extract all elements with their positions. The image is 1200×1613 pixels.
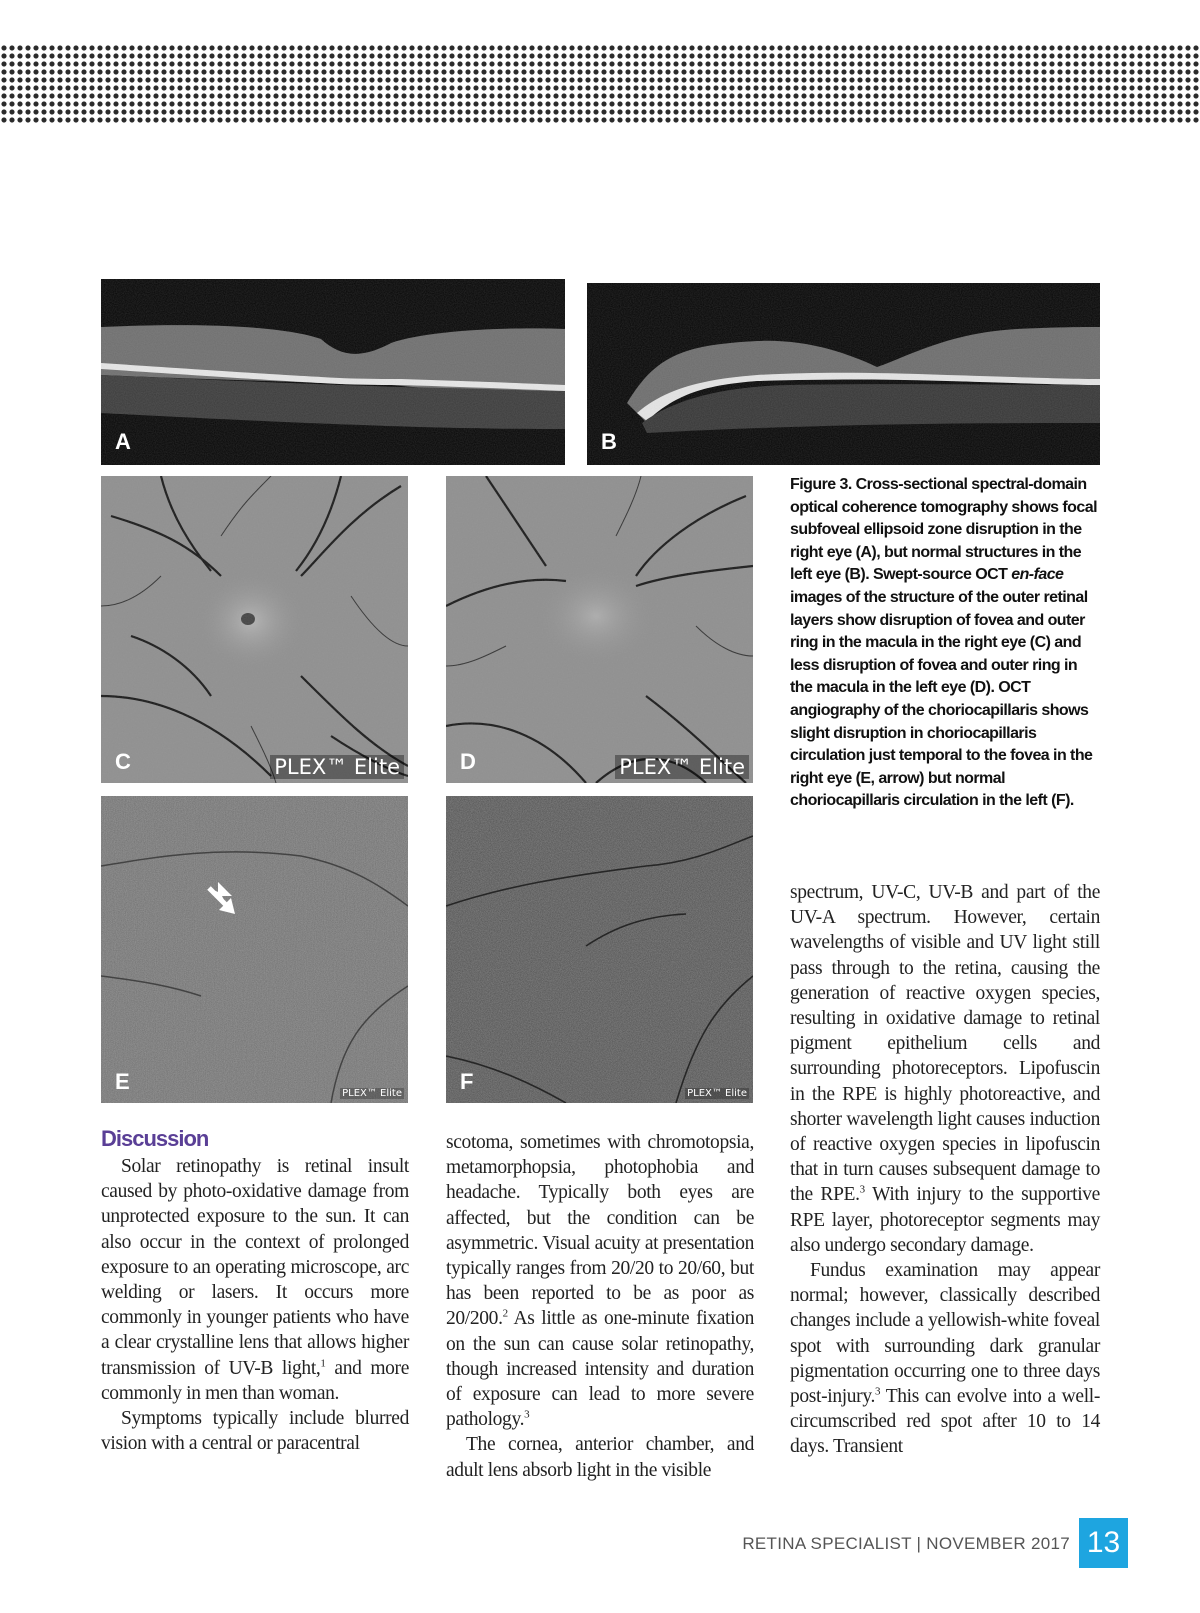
plex-elite-watermark: PLEX™ Elite xyxy=(615,755,749,779)
octa-image xyxy=(101,796,408,1103)
caption-text: Figure 3. Cross-sectional spectral-domain optical coherence tomography shows focal subfoveal ellipsoid zone disruption in the right eye (A), but normal structures in the left eye (B). Swept-source OCT xyxy=(790,476,1097,584)
running-footer: RETINA SPECIALIST | NOVEMBER 2017 xyxy=(742,1534,1070,1553)
oct-scan-image xyxy=(587,283,1100,465)
citation-marker: 3 xyxy=(875,1385,881,1398)
paragraph: scotoma, sometimes with chromotopsia, metamorphopsia, photophobia and headache. Typically both eyes are affected, but the condition can be asymmetric. Visual acuity at presentation typically ranges from 20/20 to 20/60, but has been reported to be as poor as 20/200.$^2$ As little as one-minute fixation on the sun can cause solar retinopathy, though increased intensity and duration of exposure can lead to more severe pathology.$^3$ xyxy=(446,1132,754,1431)
section-heading: Discussion xyxy=(101,1126,209,1151)
dotted-header-pattern xyxy=(0,44,1200,124)
en-face-image xyxy=(446,476,753,783)
article-column-2 xyxy=(446,1130,754,1483)
figure-panel-c xyxy=(101,476,408,783)
paragraph: The cornea, anterior chamber, and adult lens absorb light in the visible xyxy=(446,1434,754,1481)
paragraph: spectrum, UV-C, UV-B and part of the UV-A spectrum. However, certain wavelengths of visible and UV light still pass through to the retina, causing the generation of reactive oxygen species, resulting in oxidative damage to retinal pigment epithelium cells and surrounding photoreceptors. Lipofuscin in the RPE is highly photoreactive, and shorter wavelength light causes induction of reactive oxygen species in lipofuscin that in turn causes subsequent damage to the RPE.$^3$ With injury to the supportive RPE layer, photoreceptor segments may also undergo secondary damage. xyxy=(790,882,1100,1256)
article-column-3 xyxy=(790,880,1100,1460)
plex-elite-watermark: PLEX™ Elite xyxy=(687,1088,747,1099)
citation-marker: 1 xyxy=(320,1357,326,1370)
article-column-1 xyxy=(101,1126,409,1456)
figure-caption xyxy=(790,474,1102,813)
page-number: 13 xyxy=(1079,1518,1128,1568)
plex-elite-watermark: PLEX™ Elite xyxy=(342,1088,402,1099)
paragraph: Solar retinopathy is retinal insult caused by photo-oxidative damage from unprotected exposure to the sun. It can also occur in the context of prolonged exposure to an operating microscope, arc welding or lasers. It occurs more commonly in younger patients who have a clear crystalline lens that allows higher transmission of UV-B light,$^1$ and more commonly in men than woman. xyxy=(101,1156,409,1404)
panel-label-b: B xyxy=(601,429,617,454)
caption-text: images of the structure of the outer retinal layers show disruption of fovea and outer ring in the macula in the right eye (C) and less disruption of fovea and outer ring in the macula in the left eye (D). OCT angiography of the choriocapillaris shows slight disruption in choriocapillaris circulation just temporal to the fovea in the right eye (E, arrow) but normal choriocapillaris circulation in the left (F). xyxy=(790,588,1093,810)
citation-marker: 2 xyxy=(502,1307,508,1320)
figure-panel-b xyxy=(587,283,1100,465)
figure-panel-d xyxy=(446,476,753,783)
figure-panel-f xyxy=(446,796,753,1103)
panel-label-e: E xyxy=(115,1069,130,1094)
panel-label-c: C xyxy=(115,749,131,774)
panel-label-a: A xyxy=(115,429,131,454)
en-face-image xyxy=(101,476,408,783)
octa-image xyxy=(446,796,753,1103)
paragraph: Symptoms typically include blurred vision with a central or paracentral xyxy=(101,1408,409,1455)
citation-marker: 3 xyxy=(524,1408,530,1421)
panel-label-d: D xyxy=(460,749,476,774)
oct-scan-image xyxy=(101,279,565,465)
paragraph: Fundus examination may appear normal; however, classically described changes include a yellowish-white foveal spot with surrounding dark granular pigmentation occurring one to three days post-injury.$^3$ This can evolve into a well-circumscribed red spot after 10 to 14 days. Transient xyxy=(790,1260,1100,1458)
citation-marker: 3 xyxy=(859,1183,865,1196)
plex-elite-watermark: PLEX™ Elite xyxy=(270,755,404,779)
caption-italic-term: en-face xyxy=(1011,566,1064,584)
panel-label-f: F xyxy=(460,1069,474,1094)
figure-panel-a xyxy=(101,279,565,465)
figure-panel-e xyxy=(101,796,408,1103)
